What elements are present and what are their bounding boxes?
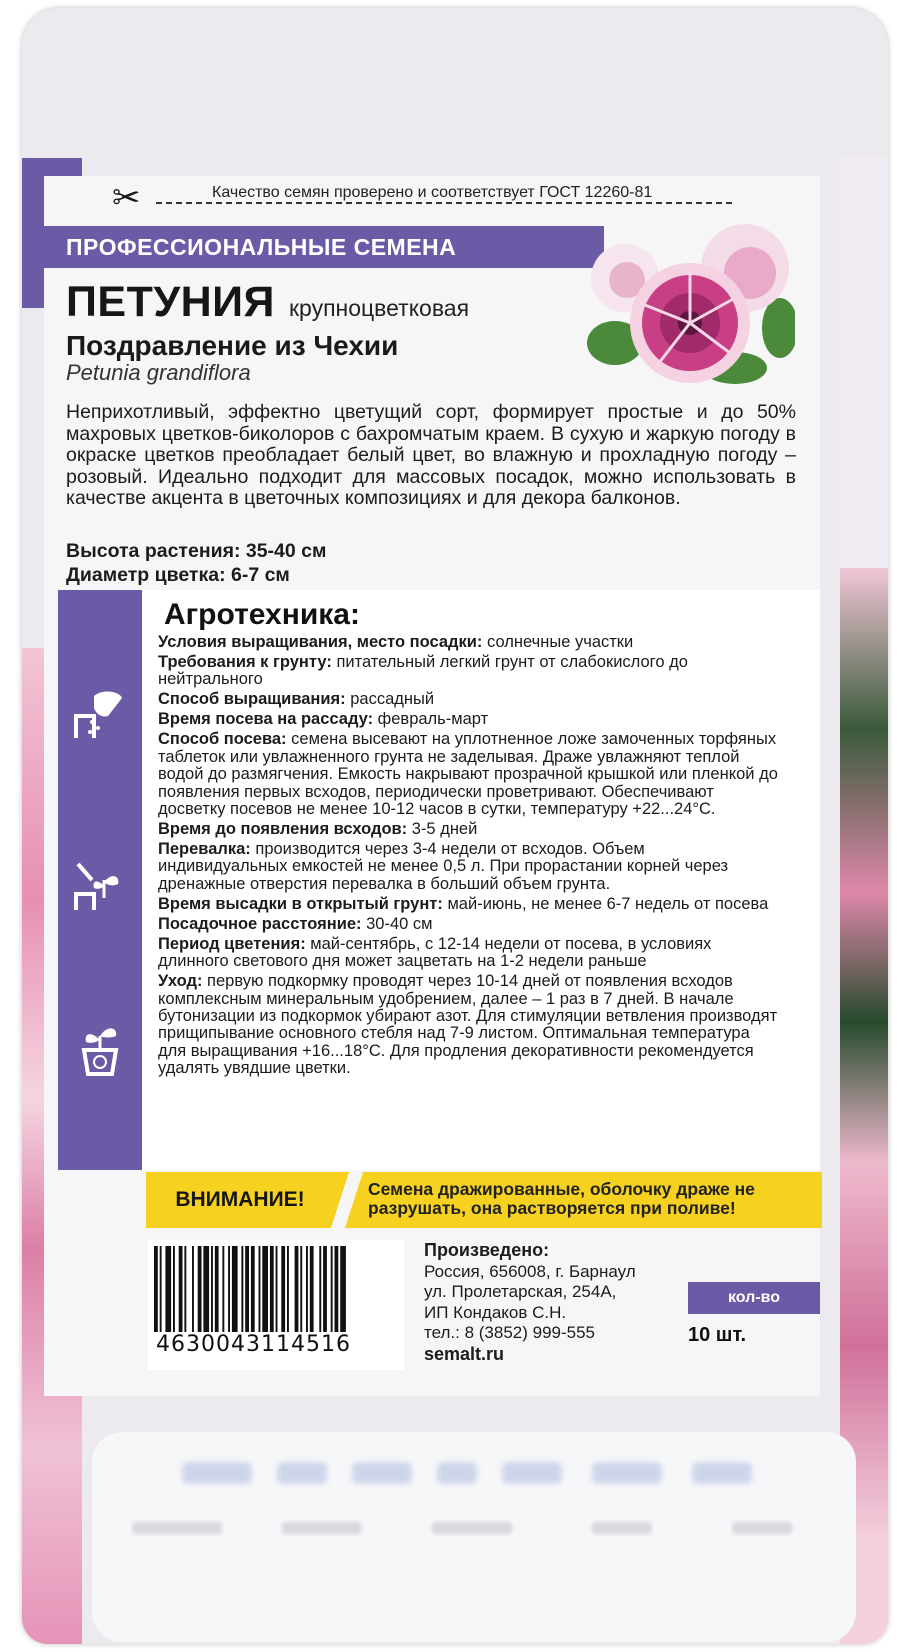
producer-line: тел.: 8 (3852) 999-555 bbox=[424, 1323, 596, 1343]
producer-heading: Произведено: bbox=[424, 1240, 550, 1260]
icon-strip bbox=[58, 590, 142, 1170]
producer-line: Россия, 656008, г. Барнаул bbox=[424, 1261, 636, 1281]
agro-item: Период цветения: май-сентябрь, с 12-14 недели от посева, в условиях длинного светового дня может зацветать на 1-2 недели раньше bbox=[158, 934, 712, 971]
cut-line-row bbox=[112, 180, 732, 216]
agro-item: Требования к грунту: питательный легкий грунт от слабокислого до нейтрального bbox=[158, 653, 688, 689]
producer-website: semalt.ru bbox=[424, 1343, 505, 1364]
agro-item: Перевалка: производится через 3-4 недели от всходов. Объем индивидуальных емкостей не менее 0,5 л. При прорастании корней через дренажные отверстия перевалка в больший объем грунта. bbox=[158, 840, 729, 893]
packet-side-band-right bbox=[840, 158, 888, 578]
agro-item: Посадочное расстояние: 30-40 см bbox=[158, 914, 433, 933]
plant-name: ПЕТУНИЯ bbox=[66, 278, 275, 326]
agrotechnics-title: Агротехника: bbox=[164, 598, 360, 631]
agro-item: Время посева на рассаду: февраль-март bbox=[158, 710, 489, 729]
barcode-number: 4630043114516 bbox=[156, 1332, 351, 1357]
transparent-window bbox=[92, 1432, 856, 1642]
attention-label: ВНИМАНИЕ! bbox=[175, 1188, 305, 1211]
spec-diameter: Диаметр цветка: 6-7 см bbox=[66, 564, 290, 586]
spec-height: Высота растения: 35-40 см bbox=[66, 540, 327, 562]
agro-item: Условия выращивания, место посадки: солнечные участки bbox=[158, 633, 634, 651]
agro-item: Способ посева: семена высевают на уплотненное ложе замоченных торфяных таблеток или увлажненного грунта не заделывая. Драже увлажняют теплой водой до размягчения. Емкость накрывают прозрачной крышкой или пленкой до появления первых всходов, периодически проветривают. Обеспечивают досветку посевов не менее 10-12 часов в сутки, температуру +22...24°С. bbox=[158, 730, 778, 819]
quality-note: Качество семян проверено и соответствует ГОСТ 12260-81 bbox=[208, 184, 656, 202]
seed-sowing-icon bbox=[72, 686, 128, 742]
attention-text: Семена дражированные, оболочку драже не разрушать, она растворяется при поливе! bbox=[368, 1179, 755, 1218]
petunia-flower-image bbox=[585, 218, 795, 388]
plant-type: крупноцветковая bbox=[288, 295, 470, 321]
barcode bbox=[148, 1240, 404, 1370]
agro-item: Способ выращивания: рассадный bbox=[158, 690, 435, 709]
quantity-label: кол-во bbox=[688, 1282, 820, 1314]
agro-item: Время высадки в открытый грунт: май-июнь, не менее 6-7 недель от посева bbox=[158, 894, 769, 913]
description: Неприхотливый, эффектно цветущий сорт, формирует простые и до 50% махровых цветков-биколоров с бахромчатым краем. В сухую и жаркую погоду в окраске цветков преобладает белый цвет, во влажную и прохладную погоду – розовый. Идеально подходит для массовых посадок, можно использовать в качестве акцента в цветочных композициях и для декора балконов. bbox=[66, 401, 796, 510]
cut-line bbox=[156, 202, 732, 204]
producer-line: ул. Пролетарская, 254А, bbox=[424, 1282, 617, 1302]
quantity-value: 10 шт. bbox=[688, 1324, 747, 1346]
potted-plant-icon bbox=[72, 1020, 128, 1076]
agro-item: Уход: первую подкормку проводят через 10-14 дней от появления всходов комплексным минеральным удобрением, далее – 1 раз в 7 дней. В начале бутонизации из подкормок убирают азот. Для стимуляции ветвления производят прищипывание основного стебля над 7-9 листом. Оптимальная температура для выращивания +16...18°С. Для продления декоративности рекомендуется удалять увядшие цветки. bbox=[158, 972, 778, 1078]
series-band: ПРОФЕССИОНАЛЬНЫЕ СЕМЕНА bbox=[44, 226, 604, 268]
product-title bbox=[66, 278, 469, 327]
agro-item: Время до появления всходов: 3-5 дней bbox=[158, 820, 478, 839]
producer-info bbox=[424, 1240, 636, 1366]
agrotechnics-list bbox=[158, 634, 778, 1080]
scissors-icon: ✂ bbox=[112, 179, 141, 217]
barcode-bars bbox=[152, 1246, 398, 1332]
producer-line: ИП Кондаков С.Н. bbox=[424, 1302, 567, 1322]
seedling-transplant-icon bbox=[72, 858, 128, 914]
latin-name: Petunia grandiflora bbox=[66, 360, 251, 385]
variety-name: Поздравление из Чехии bbox=[66, 330, 399, 361]
